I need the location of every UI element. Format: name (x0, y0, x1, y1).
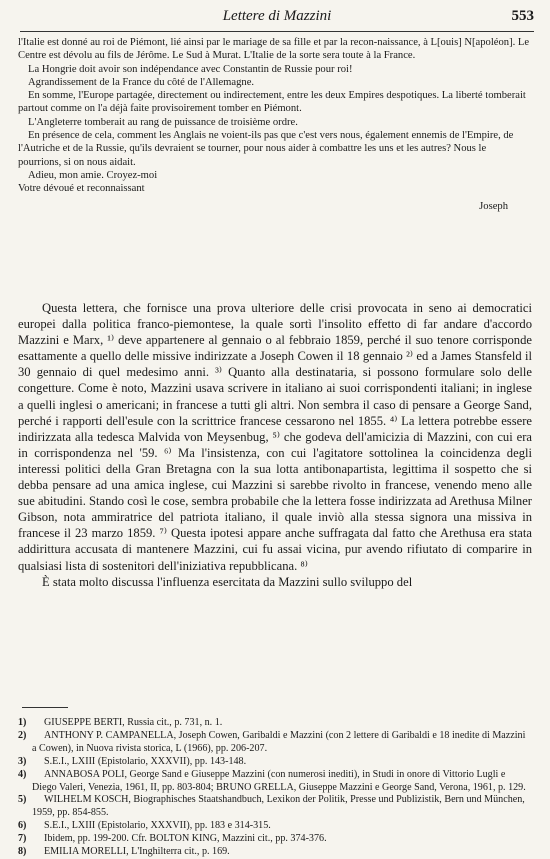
letter-line: Agrandissement de la France du côté de l'Allemagne. (28, 76, 255, 88)
body-paragraph: Questa lettera, che fornisce una prova ulteriore delle crisi provocata in seno ai democratici europei dalla politica franco-piemontese, la quale sortì l'insolito effetto di far andare d'accordo Mazzini e Marx, ¹⁾ deve appartenere al gennaio o al febbraio 1859, perché il suo tenore corrisponde esattamente a quello delle missive indirizzate a Joseph Cowen il 18 gennaio ²⁾ ed a James Stansfeld il 30 gennaio di quel medesimo anni. ³⁾ Quanto alla destinataria, si possono formulare solo delle congetture. Come è noto, Mazzini usava scrivere in italiano ai suoi corrispondenti italiani; in inglese a quelli inglesi o americani; in francese a tutti gli altri. Non sembra il caso di pensare a George Sand, perché i rapporti dell'esule con la scrittrice francese cessarono nel 1855. ⁴⁾ La lettera potrebbe essere indirizzata alla tedesca Malvida von Meysenbug, ⁵⁾ che godeva dell'amicizia di Mazzini, con cui era in corrispondenza nel '59. ⁶⁾ Ma l'insistenza, con cui l'agitatore sottolinea la coincidenza degli interessi politici della Gran Bretagna con la sua lotta antibonapartista, legittima il sospetto che si debba pensare ad una amica inglese, cui Mazzini si sarebbe rivolto in francese, venendo meno alle sue abitudini. Stando così le cose, sembra probabile che la lettera fosse indirizzata ad Arethusa Milner Gibson, nota ammiratrice del patriota italiano, il quale inviò alla stessa signora una missiva in francese il 23 marzo 1859. ⁷⁾ Questa ipotesi appare anche suffragata dal fatto che Arethusa era stata addirittura accusata di mantenere Mazzini, cui fu assai vicina, pur avendo rifiutato di comparire in qualsiasi lista di sostenitori dell'iniziativa repubblicana. ⁸⁾ (18, 301, 532, 573)
footnote (18, 769, 532, 795)
quoted-letter (18, 36, 532, 213)
footnote-number: 8) (18, 846, 27, 858)
footnote (18, 794, 532, 820)
footnote-number: 3) (18, 755, 27, 767)
body-paragraph: È stata molto discussa l'influenza esercitata da Mazzini sullo sviluppo del (42, 574, 413, 589)
letter-line: L'Angleterre tomberait au rang de puissance de troisième ordre. (28, 116, 298, 128)
commentary-text (18, 300, 532, 590)
footnote-number: 2) (18, 729, 27, 741)
footnote-text: Ibidem, pp. 199-200. Cfr. BOLTON KING, Mazzini cit., pp. 374-376. (44, 833, 327, 845)
footnotes (18, 717, 532, 859)
footnote-text: ANNABOSA POLI, George Sand e Giuseppe Mazzini (con numerosi inediti), in Studi in onore di Vittorio Lugli e Diego Valeri, Venezia, 1961, II, pp. 803-804; BRUNO GRELLA, Giuseppe Mazzini e George Sand, Verona, 1961, p. 129. (32, 768, 526, 793)
footnote-number: 6) (18, 820, 27, 832)
footnote-rule (22, 707, 68, 708)
footnote-text: EMILIA MORELLI, L'Inghilterra cit., p. 169. (44, 846, 230, 858)
letter-line: En présence de cela, comment les Anglais ne voient-ils pas que c'est vers nous, également ennemis de l'Empire, de l'Autriche et de la Russie, qu'ils devraient se tourner, pour nous aider à combattre les uns et les autres? Nous le pourrions, si on nous aidait. (18, 130, 514, 168)
letter-closing: Votre dévoué et reconnaissant (18, 183, 145, 195)
footnote (18, 756, 532, 769)
letter-closing: Adieu, mon amie. Croyez-moi (28, 169, 158, 181)
footnote (18, 717, 532, 730)
header-rule (20, 31, 534, 32)
footnote-number: 4) (18, 768, 27, 780)
letter-line: l'Italie est donné au roi de Piémont, lié ainsi par le mariage de sa fille et par la recon-naissance, à L[ouis] N[apoléon]. Le Centre est dévolu au fils de Jérôme. Le Sud à Murat. L'Italie de la sorte sera toute à la France. (18, 37, 530, 62)
running-header (20, 8, 534, 32)
footnote (18, 833, 532, 846)
footnote-number: 7) (18, 833, 27, 845)
footnote (18, 730, 532, 756)
page-number: 553 (511, 8, 534, 24)
footnote-text: WILHELM KOSCH, Biographisches Staatshandbuch, Lexikon der Politik, Presse und Publizistik, Bern und München, 1959, pp. 854-855. (32, 794, 525, 819)
letter-line: En somme, l'Europe partagée, directement ou indirectement, entre les deux Empires despotiques. La liberté tomberait partout comme on l'a déjà faite provisoirement tomber en Piémont. (18, 90, 526, 115)
footnote (18, 846, 532, 859)
letter-line: La Hongrie doit avoir son indépendance avec Constantin de Russie pour roi! (28, 63, 353, 75)
footnote-text: ANTHONY P. CAMPANELLA, Joseph Cowen, Garibaldi e Mazzini (con 2 lettere di Garibaldi e 18 inedite di Mazzini a Cowen), in Nuova rivista storica, L (1966), pp. 206-207. (32, 729, 526, 754)
footnote-text: S.E.I., LXIII (Epistolario, XXXVII), pp. 183 e 314-315. (44, 820, 271, 832)
footnote-text: GIUSEPPE BERTI, Russia cit., p. 731, n. 1. (44, 717, 223, 728)
footnote-text: S.E.I., LXIII (Epistolario, XXXVII), pp. 143-148. (44, 755, 247, 767)
letter-signature: Joseph (479, 200, 508, 212)
running-title: Lettere di Mazzini (222, 8, 332, 24)
footnote-number: 1) (18, 717, 27, 728)
footnote (18, 820, 532, 833)
footnote-number: 5) (18, 794, 27, 806)
